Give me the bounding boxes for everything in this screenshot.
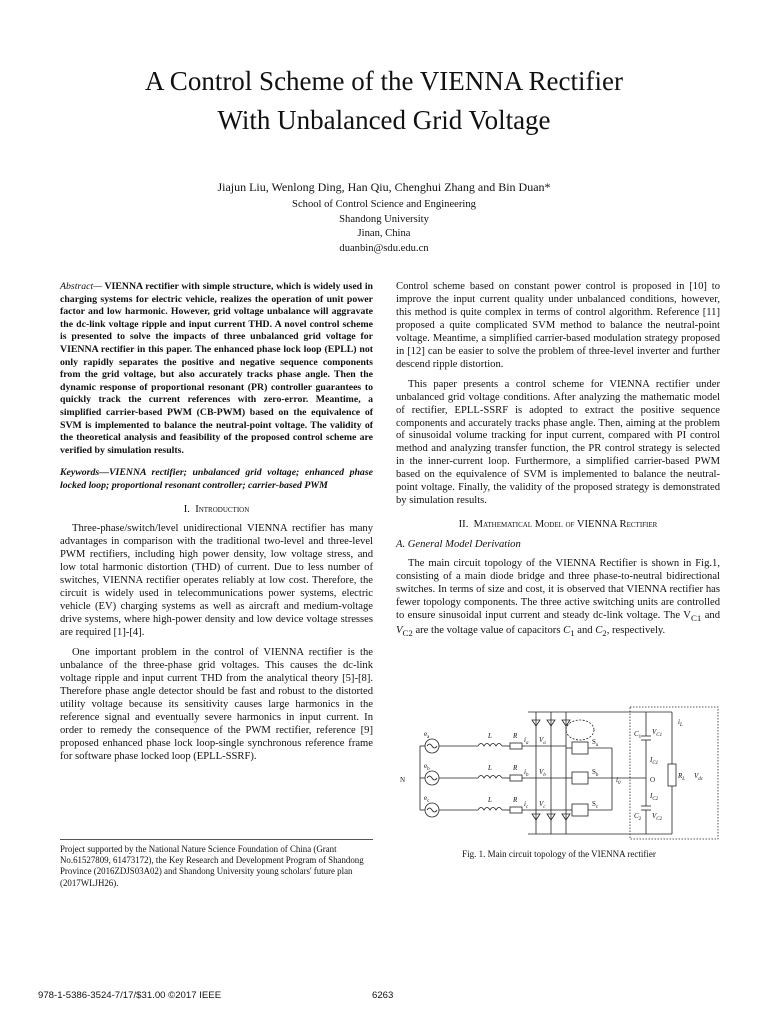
label-ic: $i_c$ xyxy=(524,800,529,810)
right-paragraph-1: Control scheme based on constant power control is proposed in [10] to improve the input current quality under unbalanced conditions, however, this method is quite complex in terms of control algorithm. Reference [11] proposed a quite complicated SVM method to balance the neutral-point voltage. Meantime, a simplified carrier-based modulation strategy proposed in [12] can be easier to solve the problem of three-level inverter and further descend ripple distortion. xyxy=(396,281,720,370)
section-title-1: Introduction xyxy=(195,503,250,515)
label-i0: $i_0$ xyxy=(616,776,621,786)
label-R-c: R xyxy=(513,796,518,804)
footer-copyright: 978-1-5386-3524-7/17/$31.00 ©2017 IEEE xyxy=(38,990,222,1001)
affiliation-city: Jinan, China xyxy=(357,228,411,239)
footer-page-number: 6263 xyxy=(372,990,394,1001)
circuit-figure xyxy=(398,706,720,840)
right-paragraph-2: This paper presents a control scheme for VIENNA rectifier under unbalanced grid voltage conditions. After analyzing the mathematic model of rectifier, EPLL-SSRF is adopted to extract the positive sequence components and accurately tracks phase angle. Then, aiming at the problem of sinusoidal volume tracking for input current, compared with PI control method and analyzing transfer function, the PR control strategy is selected in the inner-current loop. Furthermore, a simplified carrier-based PWM based on the equivalence of SVM is implemented to balance the neutral-point voltage. Finally, the validity of the proposed strategy is demonstrated by simulation results. xyxy=(396,378,720,507)
switch-b-icon xyxy=(572,772,588,784)
label-VC1: $V_{C1}$ xyxy=(652,728,663,738)
resistor-b-icon xyxy=(510,775,522,781)
label-L-a: L xyxy=(488,732,492,740)
label-ib: $i_b$ xyxy=(524,768,529,778)
p3-c2: C xyxy=(595,624,603,636)
authors: Jiajun Liu, Wenlong Ding, Han Qiu, Chenghui Zhang and Bin Duan* xyxy=(217,180,551,194)
sub-c1: C1 xyxy=(690,613,702,624)
resistor-a-icon xyxy=(510,743,522,749)
p3-and-1: and xyxy=(701,609,720,621)
p3-c1: C xyxy=(563,624,571,636)
section-number-1: I. xyxy=(183,503,190,515)
title-line-2: With Unbalanced Grid Voltage xyxy=(217,105,551,135)
p3-c2-sub: 2 xyxy=(602,628,607,639)
label-Va: $V_a$ xyxy=(539,736,546,746)
resistor-c-icon xyxy=(510,807,522,813)
section-title-2: Mathematical Model of VIENNA Rectifier xyxy=(473,519,658,531)
label-R-a: R xyxy=(513,732,518,740)
abstract-text: VIENNA rectifier with simple structure, which is widely used in charging systems for electric vehicle, realizes the operation of unit power factor and low harmonic. However, grid voltage unbalance will aggravate the dc-link voltage ripple and input current THD. A novel control scheme is presented to solve the impacts of three unbalanced grid voltage for VIENNA rectifier in this paper. The enhanced phase lock loop (EPLL) not only rapidly separates the positive and negative sequence components from the grid voltage, but also accurately tracks phase angle. Then the dynamic response of proportional resonant (PR) controller guarantees to quickly track the current references with zero-error. Meantime, a simplified carrier-based PWM (CB-PWM) based on the equivalence of SVM is implemented to balance the neutral-point voltage. The validity of the theoretical analysis and feasibility of the proposed control scheme are verified by simulation results. xyxy=(60,281,373,456)
load-resistor-icon xyxy=(668,764,676,786)
label-L-b: L xyxy=(488,764,492,772)
section-heading-1 xyxy=(60,504,373,517)
p3-end: , respectively. xyxy=(606,624,666,636)
label-ea: $e_a$ xyxy=(424,730,430,740)
inductor-b-icon xyxy=(478,776,502,779)
switch-highlight xyxy=(566,720,594,740)
abstract-label: Abstract— xyxy=(60,281,102,292)
footnote: Project supported by the National Nature Science Foundation of China (Grant No.61527809, 61473172), the Key Research and Development Program of Shandong Province (2016ZDJS03A02) and Shandong University young scholars' future plan (2017WLJH26). xyxy=(60,839,373,889)
intro-paragraph-1: Three-phase/switch/level unidirectional VIENNA rectifier has many advantages in comparison with the traditional two-level and three-level PWM rectifiers, including high power density, low voltage stress, and low total harmonic distortion (THD) of current. Due to less number of switches, VIENNA rectifier operates reliably at low cost. Therefore, the circuit is widely used in telecommunications power systems, electric vehicle (EV) charging systems as well as aircraft and medium-voltage drive systems, where high-power density and low device voltage stresses are required [1]-[4]. xyxy=(60,523,373,639)
switch-a-icon xyxy=(572,742,588,754)
label-R-b: R xyxy=(513,764,518,772)
affiliation xyxy=(0,198,768,256)
right-paragraph-3 xyxy=(396,558,720,640)
label-C1: $C_1$ xyxy=(634,730,642,740)
label-Sc: $S_c$ xyxy=(592,800,599,810)
p3-and-2: and xyxy=(574,624,596,636)
label-IC2: $I_{C2}$ xyxy=(650,792,659,802)
intro-paragraph-2: One important problem in the control of VIENNA rectifier is the unbalance of the three-phase grid voltages. This causes the dc-link voltage ripple and input current THD from the analytical theory [5]-[8]. Therefore phase angle detector should be fast and robust to the distorted utility voltage because its sensitivity causes large harmonics in the reference signal and eventually severe harmonics in input current. In order to remedy the consequence of the PWM rectifier, reference [9] proposed enhanced phase lock loop-single synchronous reference frame for software phase locked loop (EPLL-SSRF). xyxy=(60,647,373,762)
label-C2: $C_2$ xyxy=(634,812,642,822)
label-ia: $i_a$ xyxy=(524,736,529,746)
switch-c-icon xyxy=(572,804,588,816)
label-iL: $i_L$ xyxy=(678,718,683,728)
label-IC1: $I_{C1}$ xyxy=(650,756,659,766)
section-heading-2 xyxy=(396,519,720,532)
label-Vc: $V_c$ xyxy=(539,800,546,810)
p3-v: V xyxy=(396,624,403,636)
abstract xyxy=(60,281,373,457)
inductor-c-icon xyxy=(478,808,502,811)
left-column xyxy=(60,281,373,764)
sub-c2: C2 xyxy=(402,628,413,639)
inductor-a-icon xyxy=(478,744,502,747)
keywords: Keywords—VIENNA rectifier; unbalanced grid voltage; enhanced phase locked loop; proportional resonant controller; carrier-based PWM xyxy=(60,467,373,491)
label-Sb: $S_b$ xyxy=(592,768,599,778)
label-RL: $R_L$ xyxy=(678,772,686,782)
dc-link-frame xyxy=(630,707,718,839)
p3-mid: are the voltage value of capacitors xyxy=(412,624,564,636)
p3-c1-sub: 1 xyxy=(570,628,575,639)
subsection-heading-a: A. General Model Derivation xyxy=(396,539,521,551)
section-number-2: II. xyxy=(458,519,469,531)
figure-caption: Fig. 1. Main circuit topology of the VIENNA rectifier xyxy=(462,849,656,859)
label-Sa: $S_a$ xyxy=(592,738,599,748)
affiliation-school: School of Control Science and Engineering xyxy=(292,199,476,210)
label-Vdc: $V_{dc}$ xyxy=(694,772,704,782)
label-N: N xyxy=(400,776,406,784)
label-O: O xyxy=(650,776,656,784)
label-eb: $e_b$ xyxy=(424,762,430,772)
label-Vb: $V_b$ xyxy=(539,768,546,778)
affiliation-university: Shandong University xyxy=(339,213,429,225)
label-VC2: $V_{C2}$ xyxy=(652,812,663,822)
right-column xyxy=(396,281,720,640)
affiliation-email: duanbin@sdu.edu.cn xyxy=(339,242,429,254)
right-paragraph-3-text: The main circuit topology of the VIENNA Rectifier is shown in Fig.1, consisting of a main diode bridge and three phase-to-neutral bidirectional switches. In terms of size and cost, it is observed that VIENNA rectifier has fewer topology components. The three active switching units are controlled to ensure sinusoidal input current and steady dc-link voltage. The V xyxy=(396,558,720,621)
paper-title xyxy=(0,62,768,140)
label-ec: $e_c$ xyxy=(424,794,430,804)
title-line-1: A Control Scheme of the VIENNA Rectifier xyxy=(145,66,623,96)
label-L-c: L xyxy=(488,796,492,804)
